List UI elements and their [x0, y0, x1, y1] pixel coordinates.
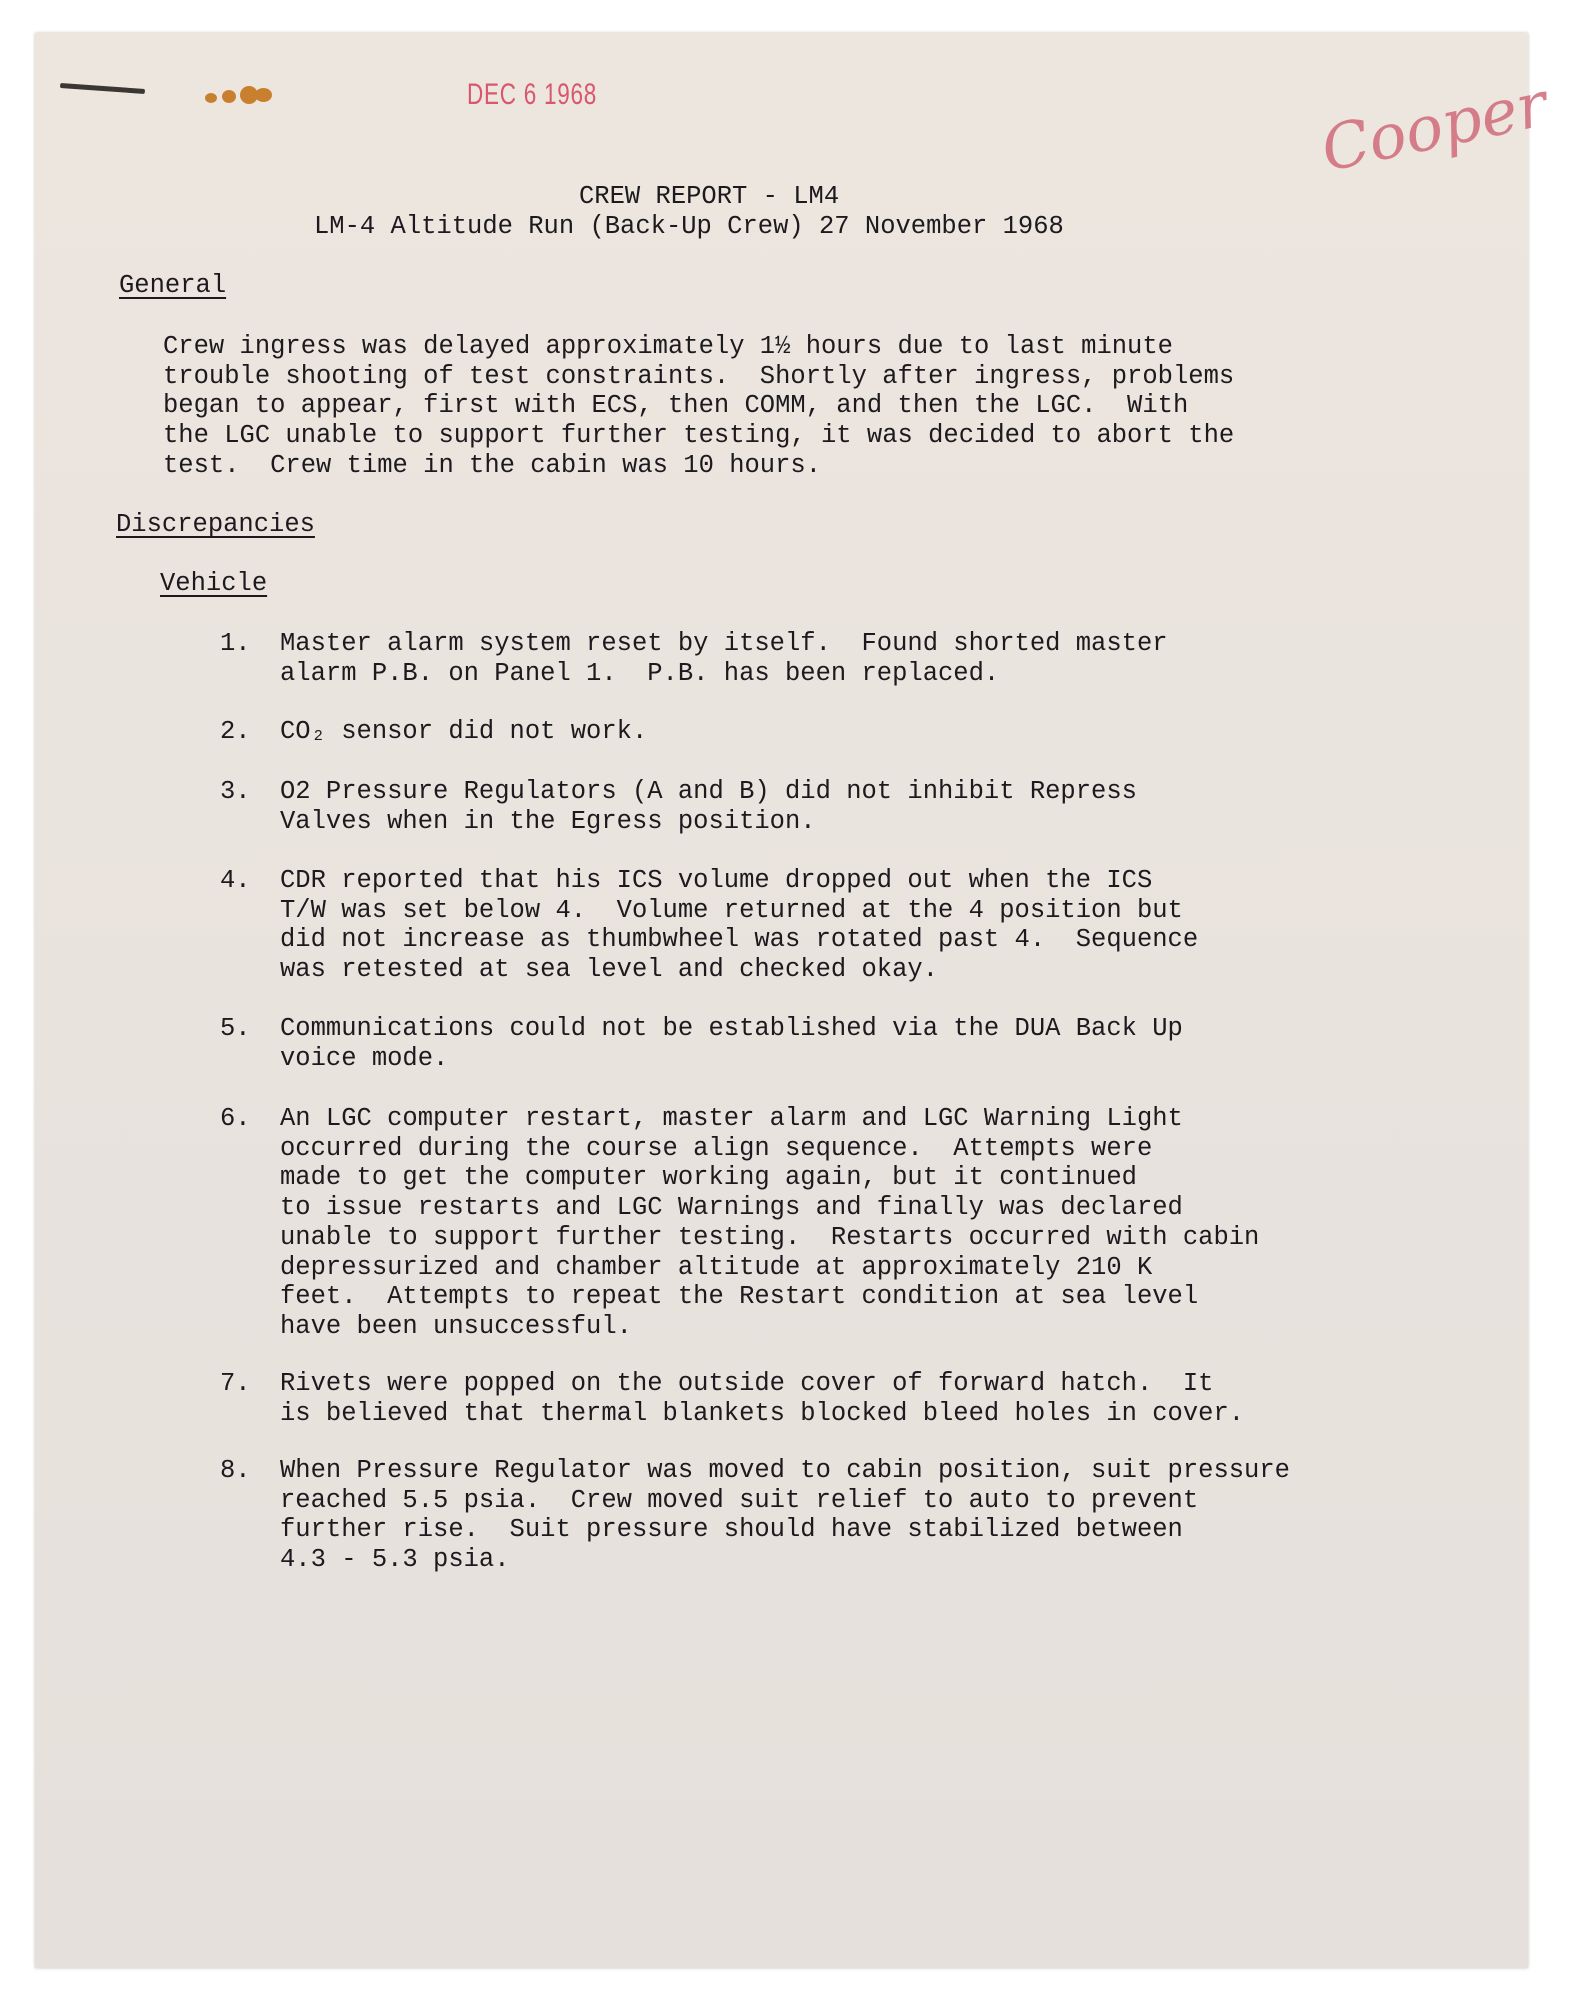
item-line: An LGC computer restart, master alarm and LGC Warning Light	[280, 1104, 1183, 1133]
item-line: O2 Pressure Regulators (A and B) did not inhibit Repress	[280, 777, 1137, 806]
document-page	[35, 33, 1528, 1968]
item-line: 4.3 - 5.3 psia.	[280, 1545, 510, 1575]
item-line: Rivets were popped on the outside cover of forward hatch. It	[280, 1369, 1214, 1398]
item-number: 8.	[220, 1456, 251, 1485]
item-number: 2.	[220, 717, 251, 746]
item-line: made to get the computer working again, but it continued	[280, 1163, 1137, 1193]
item-line: Valves when in the Egress position.	[280, 806, 816, 836]
general-heading: General	[119, 271, 227, 300]
discrepancies-heading: Discrepancies	[116, 510, 315, 539]
item-line: CDR reported that his ICS volume dropped out when the ICS	[280, 866, 1153, 895]
vehicle-subheading: Vehicle	[160, 569, 268, 598]
item-line: CO₂ sensor did not work.	[280, 717, 648, 746]
paragraph-line: began to appear, first with ECS, then COMM, and then the LGC. With	[163, 391, 1189, 421]
paragraph-line: Crew ingress was delayed approximately 1½ hours due to last minute	[163, 332, 1173, 361]
paragraph-line: the LGC unable to support further testing, it was decided to abort the	[163, 421, 1235, 451]
item-line: unable to support further testing. Restarts occurred with cabin	[280, 1222, 1260, 1252]
item-line: When Pressure Regulator was moved to cabin position, suit pressure	[280, 1456, 1290, 1485]
item-line: have been unsuccessful.	[280, 1311, 632, 1341]
item-line: occurred during the course align sequence. Attempts were	[280, 1133, 1153, 1163]
item-number: 1.	[220, 629, 251, 658]
item-line: alarm P.B. on Panel 1. P.B. has been replaced.	[280, 658, 1000, 688]
stain	[255, 88, 272, 102]
item-line: is believed that thermal blankets blocked bleed holes in cover.	[280, 1398, 1245, 1428]
report-subtitle: LM-4 Altitude Run (Back-Up Crew) 27 November 1968	[314, 212, 1064, 241]
paragraph-line: trouble shooting of test constraints. Shortly after ingress, problems	[163, 361, 1235, 391]
item-number: 7.	[220, 1369, 251, 1398]
stain	[205, 93, 217, 103]
item-line: depressurized and chamber altitude at approximately 210 K	[280, 1252, 1153, 1282]
date-stamp: DEC 6 1968	[467, 78, 598, 111]
paragraph-line: test. Crew time in the cabin was 10 hours.	[163, 450, 822, 480]
item-line: voice mode.	[280, 1043, 449, 1073]
item-line: Master alarm system reset by itself. Found shorted master	[280, 629, 1168, 658]
item-number: 4.	[220, 866, 251, 895]
item-line: Communications could not be established via the DUA Back Up	[280, 1014, 1183, 1043]
signature: Cooper	[1314, 67, 1554, 186]
stain	[222, 90, 236, 103]
item-line: was retested at sea level and checked okay.	[280, 955, 939, 985]
item-number: 5.	[220, 1014, 251, 1043]
item-line: T/W was set below 4. Volume returned at the 4 position but	[280, 895, 1183, 925]
item-number: 3.	[220, 777, 251, 806]
item-line: reached 5.5 psia. Crew moved suit relief to auto to prevent	[280, 1485, 1199, 1515]
item-number: 6.	[220, 1104, 251, 1133]
item-line: to issue restarts and LGC Warnings and finally was declared	[280, 1193, 1183, 1223]
item-line: further rise. Suit pressure should have stabilized between	[280, 1515, 1183, 1545]
report-title: CREW REPORT - LM4	[579, 182, 840, 211]
item-line: did not increase as thumbwheel was rotated past 4. Sequence	[280, 925, 1199, 955]
item-line: feet. Attempts to repeat the Restart condition at sea level	[280, 1282, 1199, 1312]
